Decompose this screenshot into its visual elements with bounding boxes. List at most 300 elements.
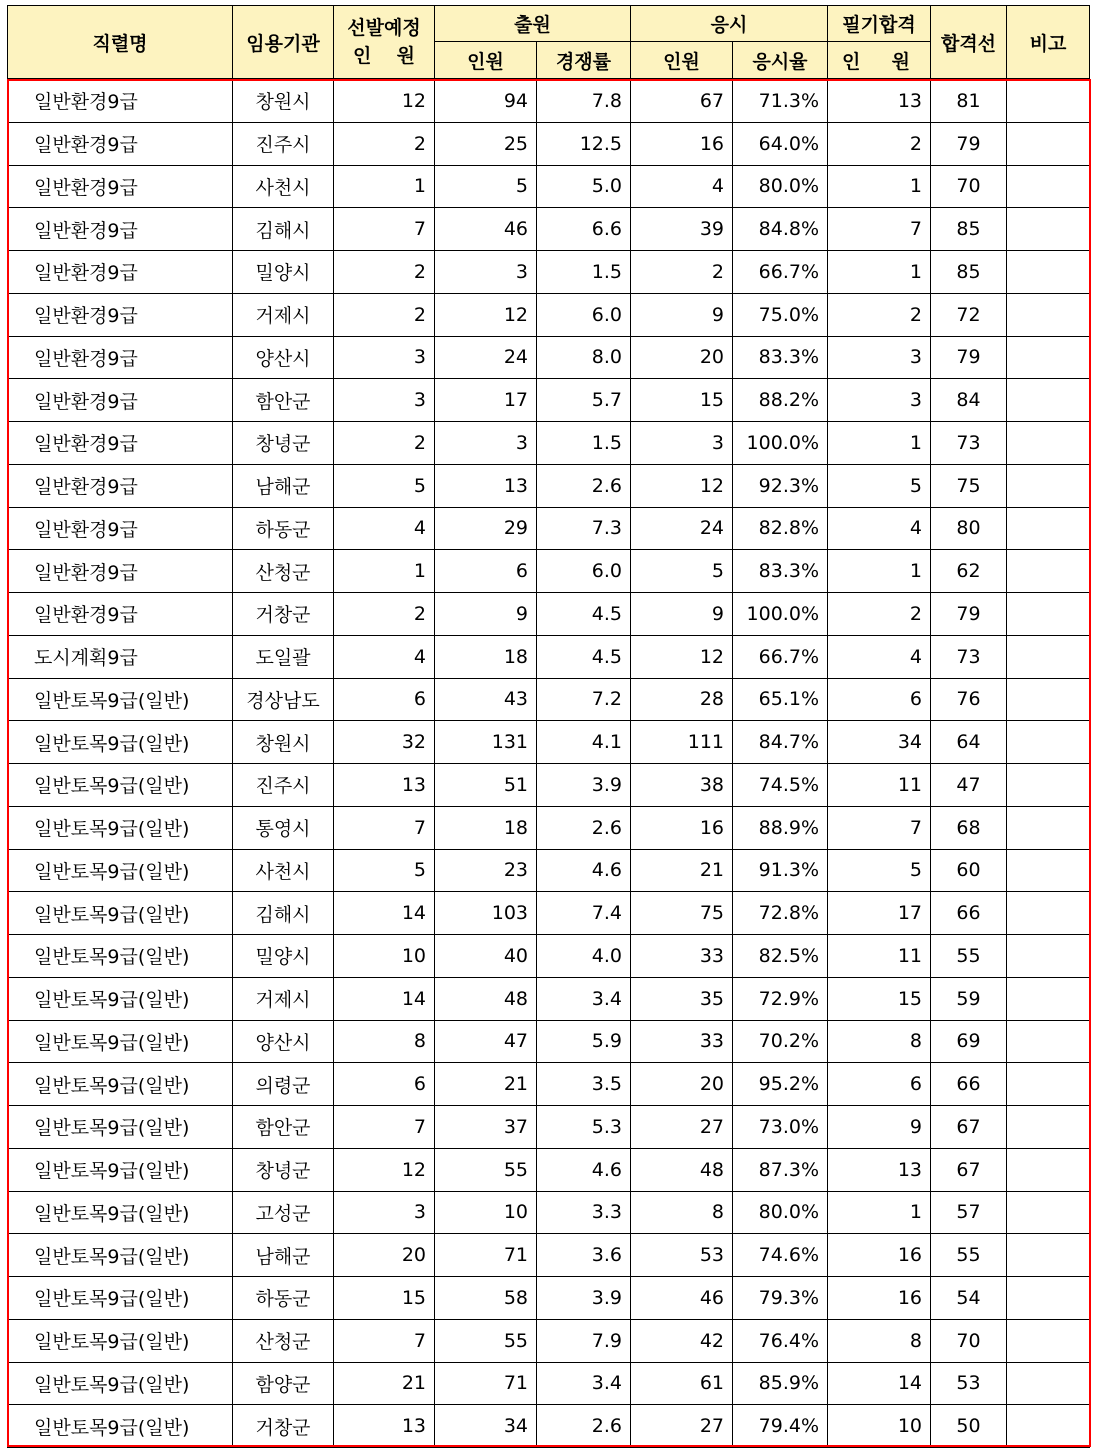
cell-pass-line[interactable]: 72 bbox=[931, 293, 1007, 336]
cell-exam-rate[interactable]: 70.2% bbox=[733, 1020, 828, 1063]
cell-applied-count[interactable]: 17 bbox=[435, 379, 537, 422]
cell-pass-line[interactable]: 79 bbox=[931, 593, 1007, 636]
cell-remarks[interactable] bbox=[1007, 1362, 1090, 1405]
cell-job-title[interactable]: 일반환경9급 bbox=[8, 550, 233, 593]
cell-competition-rate[interactable]: 1.5 bbox=[537, 251, 631, 294]
cell-remarks[interactable] bbox=[1007, 764, 1090, 807]
cell-applied-count[interactable]: 48 bbox=[435, 977, 537, 1020]
cell-exam-rate[interactable]: 79.3% bbox=[733, 1277, 828, 1320]
cell-written-pass-count[interactable]: 1 bbox=[828, 251, 931, 294]
cell-remarks[interactable] bbox=[1007, 1063, 1090, 1106]
cell-planned[interactable]: 15 bbox=[334, 1277, 435, 1320]
cell-exam-rate[interactable]: 83.3% bbox=[733, 336, 828, 379]
cell-written-pass-count[interactable]: 5 bbox=[828, 849, 931, 892]
cell-pass-line[interactable]: 67 bbox=[931, 1106, 1007, 1149]
cell-competition-rate[interactable]: 1.5 bbox=[537, 422, 631, 465]
cell-written-pass-count[interactable]: 10 bbox=[828, 1405, 931, 1448]
cell-agency[interactable]: 거창군 bbox=[233, 1405, 334, 1448]
cell-exam-count[interactable]: 4 bbox=[631, 165, 733, 208]
cell-exam-rate[interactable]: 72.9% bbox=[733, 977, 828, 1020]
cell-pass-line[interactable]: 75 bbox=[931, 464, 1007, 507]
cell-planned[interactable]: 6 bbox=[334, 678, 435, 721]
cell-planned[interactable]: 2 bbox=[334, 593, 435, 636]
cell-exam-count[interactable]: 9 bbox=[631, 293, 733, 336]
cell-job-title[interactable]: 일반토목9급(일반) bbox=[8, 806, 233, 849]
cell-pass-line[interactable]: 47 bbox=[931, 764, 1007, 807]
cell-planned[interactable]: 12 bbox=[334, 1148, 435, 1191]
cell-exam-count[interactable]: 16 bbox=[631, 806, 733, 849]
cell-exam-count[interactable]: 8 bbox=[631, 1191, 733, 1234]
cell-remarks[interactable] bbox=[1007, 977, 1090, 1020]
cell-planned[interactable]: 7 bbox=[334, 1319, 435, 1362]
cell-applied-count[interactable]: 34 bbox=[435, 1405, 537, 1448]
cell-written-pass-count[interactable]: 15 bbox=[828, 977, 931, 1020]
cell-planned[interactable]: 13 bbox=[334, 1405, 435, 1448]
cell-agency[interactable]: 양산시 bbox=[233, 1020, 334, 1063]
cell-agency[interactable]: 함양군 bbox=[233, 1362, 334, 1405]
cell-remarks[interactable] bbox=[1007, 1405, 1090, 1448]
cell-remarks[interactable] bbox=[1007, 849, 1090, 892]
cell-pass-line[interactable]: 62 bbox=[931, 550, 1007, 593]
cell-exam-rate[interactable]: 92.3% bbox=[733, 464, 828, 507]
cell-job-title[interactable]: 일반환경9급 bbox=[8, 379, 233, 422]
cell-applied-count[interactable]: 43 bbox=[435, 678, 537, 721]
cell-exam-rate[interactable]: 80.0% bbox=[733, 1191, 828, 1234]
cell-remarks[interactable] bbox=[1007, 293, 1090, 336]
cell-remarks[interactable] bbox=[1007, 593, 1090, 636]
cell-pass-line[interactable]: 85 bbox=[931, 208, 1007, 251]
cell-job-title[interactable]: 일반토목9급(일반) bbox=[8, 1319, 233, 1362]
cell-written-pass-count[interactable]: 8 bbox=[828, 1319, 931, 1362]
cell-exam-rate[interactable]: 87.3% bbox=[733, 1148, 828, 1191]
cell-exam-count[interactable]: 12 bbox=[631, 635, 733, 678]
cell-remarks[interactable] bbox=[1007, 79, 1090, 122]
cell-agency[interactable]: 거제시 bbox=[233, 293, 334, 336]
cell-agency[interactable]: 창녕군 bbox=[233, 422, 334, 465]
cell-remarks[interactable] bbox=[1007, 635, 1090, 678]
cell-exam-rate[interactable]: 88.2% bbox=[733, 379, 828, 422]
cell-exam-rate[interactable]: 100.0% bbox=[733, 593, 828, 636]
cell-job-title[interactable]: 일반토목9급(일반) bbox=[8, 721, 233, 764]
cell-applied-count[interactable]: 9 bbox=[435, 593, 537, 636]
cell-pass-line[interactable]: 59 bbox=[931, 977, 1007, 1020]
cell-job-title[interactable]: 일반환경9급 bbox=[8, 165, 233, 208]
cell-written-pass-count[interactable]: 13 bbox=[828, 1148, 931, 1191]
cell-exam-rate[interactable]: 95.2% bbox=[733, 1063, 828, 1106]
cell-competition-rate[interactable]: 6.0 bbox=[537, 293, 631, 336]
cell-competition-rate[interactable]: 8.0 bbox=[537, 336, 631, 379]
cell-job-title[interactable]: 일반토목9급(일반) bbox=[8, 1405, 233, 1448]
cell-exam-rate[interactable]: 83.3% bbox=[733, 550, 828, 593]
cell-planned[interactable]: 14 bbox=[334, 892, 435, 935]
cell-remarks[interactable] bbox=[1007, 379, 1090, 422]
cell-planned[interactable]: 14 bbox=[334, 977, 435, 1020]
cell-agency[interactable]: 거창군 bbox=[233, 593, 334, 636]
cell-competition-rate[interactable]: 6.0 bbox=[537, 550, 631, 593]
cell-written-pass-count[interactable]: 3 bbox=[828, 336, 931, 379]
cell-job-title[interactable]: 일반환경9급 bbox=[8, 251, 233, 294]
cell-remarks[interactable] bbox=[1007, 1191, 1090, 1234]
cell-remarks[interactable] bbox=[1007, 464, 1090, 507]
cell-agency[interactable]: 함안군 bbox=[233, 379, 334, 422]
cell-planned[interactable]: 12 bbox=[334, 79, 435, 122]
cell-applied-count[interactable]: 23 bbox=[435, 849, 537, 892]
cell-competition-rate[interactable]: 12.5 bbox=[537, 122, 631, 165]
cell-applied-count[interactable]: 6 bbox=[435, 550, 537, 593]
cell-pass-line[interactable]: 85 bbox=[931, 251, 1007, 294]
cell-agency[interactable]: 경상남도 bbox=[233, 678, 334, 721]
cell-job-title[interactable]: 일반토목9급(일반) bbox=[8, 1063, 233, 1106]
cell-pass-line[interactable]: 55 bbox=[931, 935, 1007, 978]
cell-written-pass-count[interactable]: 14 bbox=[828, 1362, 931, 1405]
cell-remarks[interactable] bbox=[1007, 550, 1090, 593]
cell-exam-rate[interactable]: 85.9% bbox=[733, 1362, 828, 1405]
cell-exam-count[interactable]: 2 bbox=[631, 251, 733, 294]
cell-pass-line[interactable]: 73 bbox=[931, 635, 1007, 678]
cell-pass-line[interactable]: 54 bbox=[931, 1277, 1007, 1320]
cell-competition-rate[interactable]: 5.9 bbox=[537, 1020, 631, 1063]
cell-planned[interactable]: 32 bbox=[334, 721, 435, 764]
cell-planned[interactable]: 3 bbox=[334, 379, 435, 422]
cell-pass-line[interactable]: 66 bbox=[931, 892, 1007, 935]
cell-exam-count[interactable]: 48 bbox=[631, 1148, 733, 1191]
cell-planned[interactable]: 4 bbox=[334, 635, 435, 678]
cell-exam-rate[interactable]: 82.8% bbox=[733, 507, 828, 550]
cell-pass-line[interactable]: 84 bbox=[931, 379, 1007, 422]
cell-written-pass-count[interactable]: 4 bbox=[828, 635, 931, 678]
cell-pass-line[interactable]: 73 bbox=[931, 422, 1007, 465]
cell-written-pass-count[interactable]: 1 bbox=[828, 550, 931, 593]
cell-remarks[interactable] bbox=[1007, 935, 1090, 978]
cell-exam-count[interactable]: 28 bbox=[631, 678, 733, 721]
cell-remarks[interactable] bbox=[1007, 1319, 1090, 1362]
cell-applied-count[interactable]: 103 bbox=[435, 892, 537, 935]
cell-applied-count[interactable]: 10 bbox=[435, 1191, 537, 1234]
cell-job-title[interactable]: 일반토목9급(일반) bbox=[8, 1191, 233, 1234]
cell-job-title[interactable]: 일반토목9급(일반) bbox=[8, 1362, 233, 1405]
cell-exam-rate[interactable]: 76.4% bbox=[733, 1319, 828, 1362]
cell-agency[interactable]: 남해군 bbox=[233, 464, 334, 507]
cell-competition-rate[interactable]: 6.6 bbox=[537, 208, 631, 251]
cell-applied-count[interactable]: 51 bbox=[435, 764, 537, 807]
cell-exam-count[interactable]: 111 bbox=[631, 721, 733, 764]
cell-job-title[interactable]: 일반토목9급(일반) bbox=[8, 764, 233, 807]
cell-remarks[interactable] bbox=[1007, 122, 1090, 165]
cell-planned[interactable]: 5 bbox=[334, 464, 435, 507]
cell-exam-rate[interactable]: 74.6% bbox=[733, 1234, 828, 1277]
cell-exam-count[interactable]: 16 bbox=[631, 122, 733, 165]
cell-agency[interactable]: 사천시 bbox=[233, 165, 334, 208]
cell-remarks[interactable] bbox=[1007, 336, 1090, 379]
cell-pass-line[interactable]: 53 bbox=[931, 1362, 1007, 1405]
cell-written-pass-count[interactable]: 16 bbox=[828, 1277, 931, 1320]
cell-job-title[interactable]: 일반토목9급(일반) bbox=[8, 678, 233, 721]
cell-pass-line[interactable]: 69 bbox=[931, 1020, 1007, 1063]
cell-job-title[interactable]: 일반토목9급(일반) bbox=[8, 849, 233, 892]
cell-competition-rate[interactable]: 7.8 bbox=[537, 79, 631, 122]
cell-exam-count[interactable]: 67 bbox=[631, 79, 733, 122]
cell-job-title[interactable]: 일반토목9급(일반) bbox=[8, 892, 233, 935]
cell-planned[interactable]: 1 bbox=[334, 165, 435, 208]
cell-job-title[interactable]: 일반환경9급 bbox=[8, 336, 233, 379]
cell-written-pass-count[interactable]: 34 bbox=[828, 721, 931, 764]
cell-competition-rate[interactable]: 2.6 bbox=[537, 464, 631, 507]
cell-planned[interactable]: 3 bbox=[334, 1191, 435, 1234]
cell-competition-rate[interactable]: 7.3 bbox=[537, 507, 631, 550]
cell-job-title[interactable]: 일반환경9급 bbox=[8, 464, 233, 507]
cell-planned[interactable]: 3 bbox=[334, 336, 435, 379]
cell-exam-count[interactable]: 24 bbox=[631, 507, 733, 550]
cell-applied-count[interactable]: 71 bbox=[435, 1362, 537, 1405]
cell-exam-rate[interactable]: 74.5% bbox=[733, 764, 828, 807]
cell-pass-line[interactable]: 81 bbox=[931, 79, 1007, 122]
cell-agency[interactable]: 거제시 bbox=[233, 977, 334, 1020]
cell-job-title[interactable]: 일반환경9급 bbox=[8, 208, 233, 251]
cell-exam-count[interactable]: 15 bbox=[631, 379, 733, 422]
cell-planned[interactable]: 20 bbox=[334, 1234, 435, 1277]
cell-applied-count[interactable]: 13 bbox=[435, 464, 537, 507]
cell-competition-rate[interactable]: 2.6 bbox=[537, 806, 631, 849]
cell-exam-count[interactable]: 33 bbox=[631, 1020, 733, 1063]
cell-agency[interactable]: 창원시 bbox=[233, 79, 334, 122]
cell-planned[interactable]: 2 bbox=[334, 122, 435, 165]
cell-written-pass-count[interactable]: 13 bbox=[828, 79, 931, 122]
cell-planned[interactable]: 7 bbox=[334, 806, 435, 849]
cell-written-pass-count[interactable]: 1 bbox=[828, 165, 931, 208]
cell-agency[interactable]: 진주시 bbox=[233, 764, 334, 807]
cell-planned[interactable]: 10 bbox=[334, 935, 435, 978]
cell-competition-rate[interactable]: 3.5 bbox=[537, 1063, 631, 1106]
cell-exam-rate[interactable]: 91.3% bbox=[733, 849, 828, 892]
cell-competition-rate[interactable]: 4.1 bbox=[537, 721, 631, 764]
cell-job-title[interactable]: 일반토목9급(일반) bbox=[8, 1106, 233, 1149]
cell-written-pass-count[interactable]: 17 bbox=[828, 892, 931, 935]
cell-pass-line[interactable]: 76 bbox=[931, 678, 1007, 721]
cell-agency[interactable]: 김해시 bbox=[233, 208, 334, 251]
cell-written-pass-count[interactable]: 9 bbox=[828, 1106, 931, 1149]
cell-pass-line[interactable]: 66 bbox=[931, 1063, 1007, 1106]
cell-pass-line[interactable]: 55 bbox=[931, 1234, 1007, 1277]
cell-applied-count[interactable]: 94 bbox=[435, 79, 537, 122]
cell-competition-rate[interactable]: 3.4 bbox=[537, 977, 631, 1020]
cell-job-title[interactable]: 일반환경9급 bbox=[8, 79, 233, 122]
cell-written-pass-count[interactable]: 1 bbox=[828, 422, 931, 465]
cell-exam-count[interactable]: 21 bbox=[631, 849, 733, 892]
cell-planned[interactable]: 2 bbox=[334, 422, 435, 465]
cell-applied-count[interactable]: 3 bbox=[435, 251, 537, 294]
cell-written-pass-count[interactable]: 11 bbox=[828, 935, 931, 978]
cell-pass-line[interactable]: 50 bbox=[931, 1405, 1007, 1448]
cell-agency[interactable]: 남해군 bbox=[233, 1234, 334, 1277]
cell-competition-rate[interactable]: 7.2 bbox=[537, 678, 631, 721]
cell-pass-line[interactable]: 60 bbox=[931, 849, 1007, 892]
cell-remarks[interactable] bbox=[1007, 422, 1090, 465]
cell-exam-rate[interactable]: 75.0% bbox=[733, 293, 828, 336]
cell-job-title[interactable]: 일반토목9급(일반) bbox=[8, 1277, 233, 1320]
cell-agency[interactable]: 고성군 bbox=[233, 1191, 334, 1234]
cell-agency[interactable]: 창녕군 bbox=[233, 1148, 334, 1191]
cell-job-title[interactable]: 일반환경9급 bbox=[8, 507, 233, 550]
cell-applied-count[interactable]: 37 bbox=[435, 1106, 537, 1149]
cell-applied-count[interactable]: 24 bbox=[435, 336, 537, 379]
cell-written-pass-count[interactable]: 6 bbox=[828, 1063, 931, 1106]
cell-exam-rate[interactable]: 72.8% bbox=[733, 892, 828, 935]
cell-job-title[interactable]: 일반환경9급 bbox=[8, 593, 233, 636]
cell-agency[interactable]: 도일괄 bbox=[233, 635, 334, 678]
cell-remarks[interactable] bbox=[1007, 1148, 1090, 1191]
cell-pass-line[interactable]: 64 bbox=[931, 721, 1007, 764]
cell-written-pass-count[interactable]: 2 bbox=[828, 122, 931, 165]
cell-planned[interactable]: 2 bbox=[334, 293, 435, 336]
cell-agency[interactable]: 사천시 bbox=[233, 849, 334, 892]
cell-agency[interactable]: 창원시 bbox=[233, 721, 334, 764]
cell-competition-rate[interactable]: 5.7 bbox=[537, 379, 631, 422]
cell-remarks[interactable] bbox=[1007, 165, 1090, 208]
cell-agency[interactable]: 진주시 bbox=[233, 122, 334, 165]
cell-exam-rate[interactable]: 100.0% bbox=[733, 422, 828, 465]
cell-exam-count[interactable]: 9 bbox=[631, 593, 733, 636]
cell-job-title[interactable]: 일반토목9급(일반) bbox=[8, 977, 233, 1020]
cell-exam-count[interactable]: 39 bbox=[631, 208, 733, 251]
cell-written-pass-count[interactable]: 7 bbox=[828, 208, 931, 251]
cell-planned[interactable]: 1 bbox=[334, 550, 435, 593]
cell-planned[interactable]: 8 bbox=[334, 1020, 435, 1063]
cell-remarks[interactable] bbox=[1007, 1277, 1090, 1320]
cell-written-pass-count[interactable]: 2 bbox=[828, 293, 931, 336]
cell-exam-rate[interactable]: 88.9% bbox=[733, 806, 828, 849]
cell-exam-count[interactable]: 12 bbox=[631, 464, 733, 507]
cell-competition-rate[interactable]: 3.9 bbox=[537, 1277, 631, 1320]
cell-exam-count[interactable]: 61 bbox=[631, 1362, 733, 1405]
cell-exam-rate[interactable]: 84.7% bbox=[733, 721, 828, 764]
cell-remarks[interactable] bbox=[1007, 507, 1090, 550]
cell-exam-rate[interactable]: 84.8% bbox=[733, 208, 828, 251]
cell-pass-line[interactable]: 68 bbox=[931, 806, 1007, 849]
cell-pass-line[interactable]: 70 bbox=[931, 1319, 1007, 1362]
cell-planned[interactable]: 21 bbox=[334, 1362, 435, 1405]
cell-exam-count[interactable]: 27 bbox=[631, 1405, 733, 1448]
cell-agency[interactable]: 하동군 bbox=[233, 1277, 334, 1320]
cell-exam-rate[interactable]: 65.1% bbox=[733, 678, 828, 721]
cell-written-pass-count[interactable]: 2 bbox=[828, 593, 931, 636]
cell-exam-count[interactable]: 46 bbox=[631, 1277, 733, 1320]
cell-written-pass-count[interactable]: 1 bbox=[828, 1191, 931, 1234]
cell-remarks[interactable] bbox=[1007, 251, 1090, 294]
cell-competition-rate[interactable]: 7.9 bbox=[537, 1319, 631, 1362]
cell-exam-count[interactable]: 3 bbox=[631, 422, 733, 465]
cell-written-pass-count[interactable]: 4 bbox=[828, 507, 931, 550]
cell-competition-rate[interactable]: 7.4 bbox=[537, 892, 631, 935]
cell-exam-count[interactable]: 5 bbox=[631, 550, 733, 593]
cell-planned[interactable]: 2 bbox=[334, 251, 435, 294]
cell-applied-count[interactable]: 55 bbox=[435, 1319, 537, 1362]
cell-job-title[interactable]: 도시계획9급 bbox=[8, 635, 233, 678]
cell-applied-count[interactable]: 71 bbox=[435, 1234, 537, 1277]
cell-exam-count[interactable]: 33 bbox=[631, 935, 733, 978]
cell-applied-count[interactable]: 5 bbox=[435, 165, 537, 208]
cell-exam-rate[interactable]: 79.4% bbox=[733, 1405, 828, 1448]
cell-applied-count[interactable]: 18 bbox=[435, 635, 537, 678]
cell-planned[interactable]: 6 bbox=[334, 1063, 435, 1106]
cell-applied-count[interactable]: 58 bbox=[435, 1277, 537, 1320]
cell-competition-rate[interactable]: 4.0 bbox=[537, 935, 631, 978]
cell-remarks[interactable] bbox=[1007, 721, 1090, 764]
cell-job-title[interactable]: 일반토목9급(일반) bbox=[8, 1148, 233, 1191]
cell-planned[interactable]: 7 bbox=[334, 1106, 435, 1149]
cell-exam-count[interactable]: 75 bbox=[631, 892, 733, 935]
cell-competition-rate[interactable]: 3.4 bbox=[537, 1362, 631, 1405]
cell-applied-count[interactable]: 21 bbox=[435, 1063, 537, 1106]
cell-pass-line[interactable]: 79 bbox=[931, 122, 1007, 165]
cell-competition-rate[interactable]: 3.6 bbox=[537, 1234, 631, 1277]
cell-competition-rate[interactable]: 4.6 bbox=[537, 1148, 631, 1191]
cell-applied-count[interactable]: 18 bbox=[435, 806, 537, 849]
cell-competition-rate[interactable]: 2.6 bbox=[537, 1405, 631, 1448]
cell-pass-line[interactable]: 57 bbox=[931, 1191, 1007, 1234]
cell-exam-count[interactable]: 53 bbox=[631, 1234, 733, 1277]
cell-exam-count[interactable]: 38 bbox=[631, 764, 733, 807]
cell-competition-rate[interactable]: 5.0 bbox=[537, 165, 631, 208]
cell-applied-count[interactable]: 46 bbox=[435, 208, 537, 251]
cell-planned[interactable]: 4 bbox=[334, 507, 435, 550]
cell-competition-rate[interactable]: 4.6 bbox=[537, 849, 631, 892]
cell-written-pass-count[interactable]: 16 bbox=[828, 1234, 931, 1277]
cell-applied-count[interactable]: 25 bbox=[435, 122, 537, 165]
cell-exam-rate[interactable]: 71.3% bbox=[733, 79, 828, 122]
cell-exam-rate[interactable]: 64.0% bbox=[733, 122, 828, 165]
cell-applied-count[interactable]: 3 bbox=[435, 422, 537, 465]
cell-agency[interactable]: 밀양시 bbox=[233, 251, 334, 294]
cell-exam-count[interactable]: 27 bbox=[631, 1106, 733, 1149]
cell-agency[interactable]: 밀양시 bbox=[233, 935, 334, 978]
cell-written-pass-count[interactable]: 8 bbox=[828, 1020, 931, 1063]
cell-agency[interactable]: 양산시 bbox=[233, 336, 334, 379]
cell-exam-count[interactable]: 35 bbox=[631, 977, 733, 1020]
cell-exam-rate[interactable]: 82.5% bbox=[733, 935, 828, 978]
cell-applied-count[interactable]: 29 bbox=[435, 507, 537, 550]
cell-remarks[interactable] bbox=[1007, 1234, 1090, 1277]
cell-remarks[interactable] bbox=[1007, 1020, 1090, 1063]
cell-exam-rate[interactable]: 80.0% bbox=[733, 165, 828, 208]
cell-job-title[interactable]: 일반환경9급 bbox=[8, 122, 233, 165]
cell-written-pass-count[interactable]: 5 bbox=[828, 464, 931, 507]
cell-applied-count[interactable]: 131 bbox=[435, 721, 537, 764]
cell-applied-count[interactable]: 55 bbox=[435, 1148, 537, 1191]
cell-remarks[interactable] bbox=[1007, 208, 1090, 251]
cell-agency[interactable]: 하동군 bbox=[233, 507, 334, 550]
cell-exam-count[interactable]: 20 bbox=[631, 336, 733, 379]
cell-agency[interactable]: 산청군 bbox=[233, 1319, 334, 1362]
cell-planned[interactable]: 5 bbox=[334, 849, 435, 892]
cell-applied-count[interactable]: 40 bbox=[435, 935, 537, 978]
cell-agency[interactable]: 김해시 bbox=[233, 892, 334, 935]
cell-agency[interactable]: 함안군 bbox=[233, 1106, 334, 1149]
cell-job-title[interactable]: 일반토목9급(일반) bbox=[8, 1234, 233, 1277]
cell-pass-line[interactable]: 70 bbox=[931, 165, 1007, 208]
cell-exam-rate[interactable]: 66.7% bbox=[733, 635, 828, 678]
cell-remarks[interactable] bbox=[1007, 806, 1090, 849]
cell-written-pass-count[interactable]: 7 bbox=[828, 806, 931, 849]
cell-planned[interactable]: 13 bbox=[334, 764, 435, 807]
cell-competition-rate[interactable]: 3.9 bbox=[537, 764, 631, 807]
cell-job-title[interactable]: 일반토목9급(일반) bbox=[8, 935, 233, 978]
cell-applied-count[interactable]: 12 bbox=[435, 293, 537, 336]
cell-agency[interactable]: 산청군 bbox=[233, 550, 334, 593]
cell-exam-rate[interactable]: 73.0% bbox=[733, 1106, 828, 1149]
cell-exam-count[interactable]: 20 bbox=[631, 1063, 733, 1106]
cell-remarks[interactable] bbox=[1007, 1106, 1090, 1149]
cell-remarks[interactable] bbox=[1007, 892, 1090, 935]
